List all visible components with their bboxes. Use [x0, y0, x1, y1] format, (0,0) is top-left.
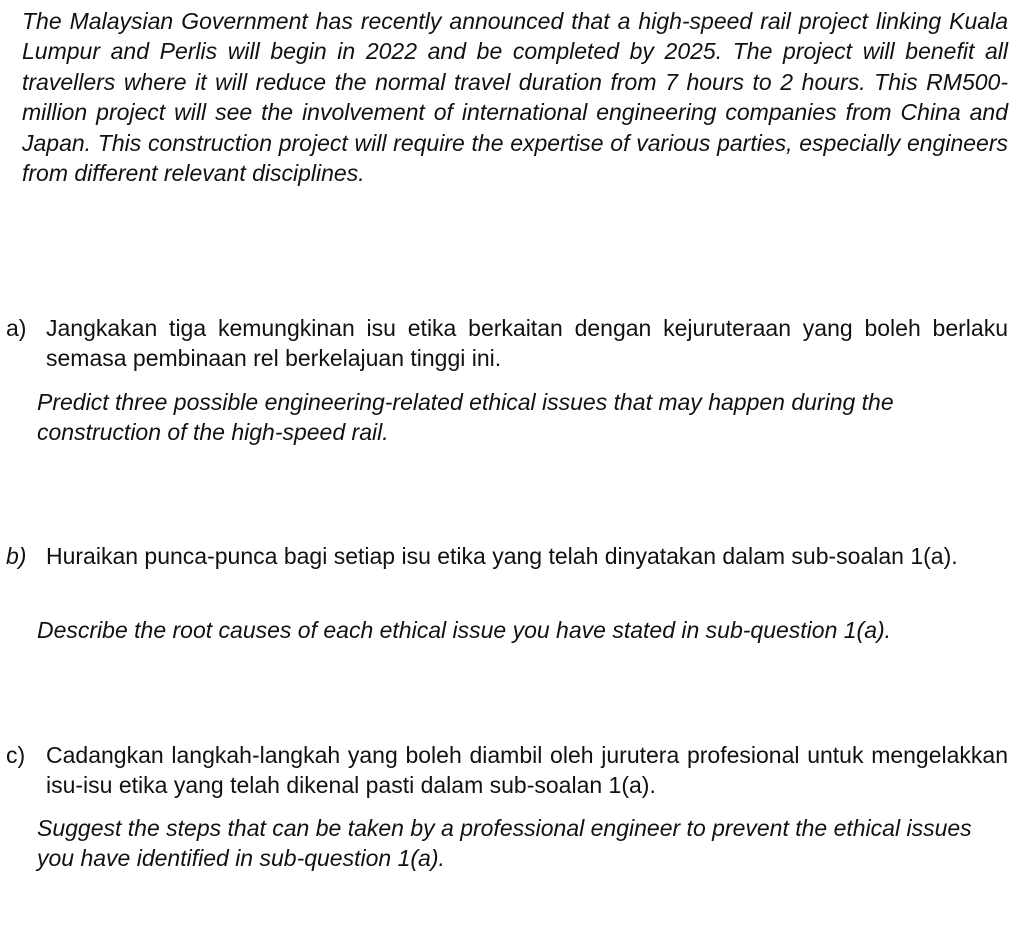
question-english-text: Predict three possible engineering-related ethical issues that may happen during the construction of the high-speed rail. [37, 389, 894, 446]
question-english-text: Suggest the steps that can be taken by a professional engineer to prevent the ethical issues you have identified in sub-question 1(a). [37, 815, 972, 872]
question-label: c) [6, 742, 26, 768]
question-malay-text: Huraikan punca-punca bagi setiap isu etika yang telah dinyatakan dalam sub-soalan 1(a). [46, 543, 958, 569]
question-english-text: Describe the root causes of each ethical issue you have stated in sub-question 1(a). [37, 617, 892, 643]
question-malay-text: Jangkakan tiga kemungkinan isu etika berkaitan dengan kejuruteraan yang boleh berlaku semasa pembinaan rel berkelajuan tinggi ini. [46, 315, 1008, 372]
case-study-passage: The Malaysian Government has recently announced that a high-speed rail project linking Kuala Lumpur and Perlis will begin in 2022 and be completed by 2025. The project will benefit all travellers where it will reduce the normal travel duration from 7 hours to 2 hours. This RM500-million project will see the involvement of international engineering companies from China and Japan. This construction project will require the expertise of various parties, especially engineers from different relevant disciplines. [22, 8, 1008, 187]
question-label: b) [6, 543, 27, 569]
question-label: a) [6, 315, 27, 341]
question-malay-text: Cadangkan langkah-langkah yang boleh diambil oleh jurutera profesional untuk mengelakkan isu-isu etika yang telah dikenal pasti dalam sub-soalan 1(a). [46, 742, 1008, 799]
